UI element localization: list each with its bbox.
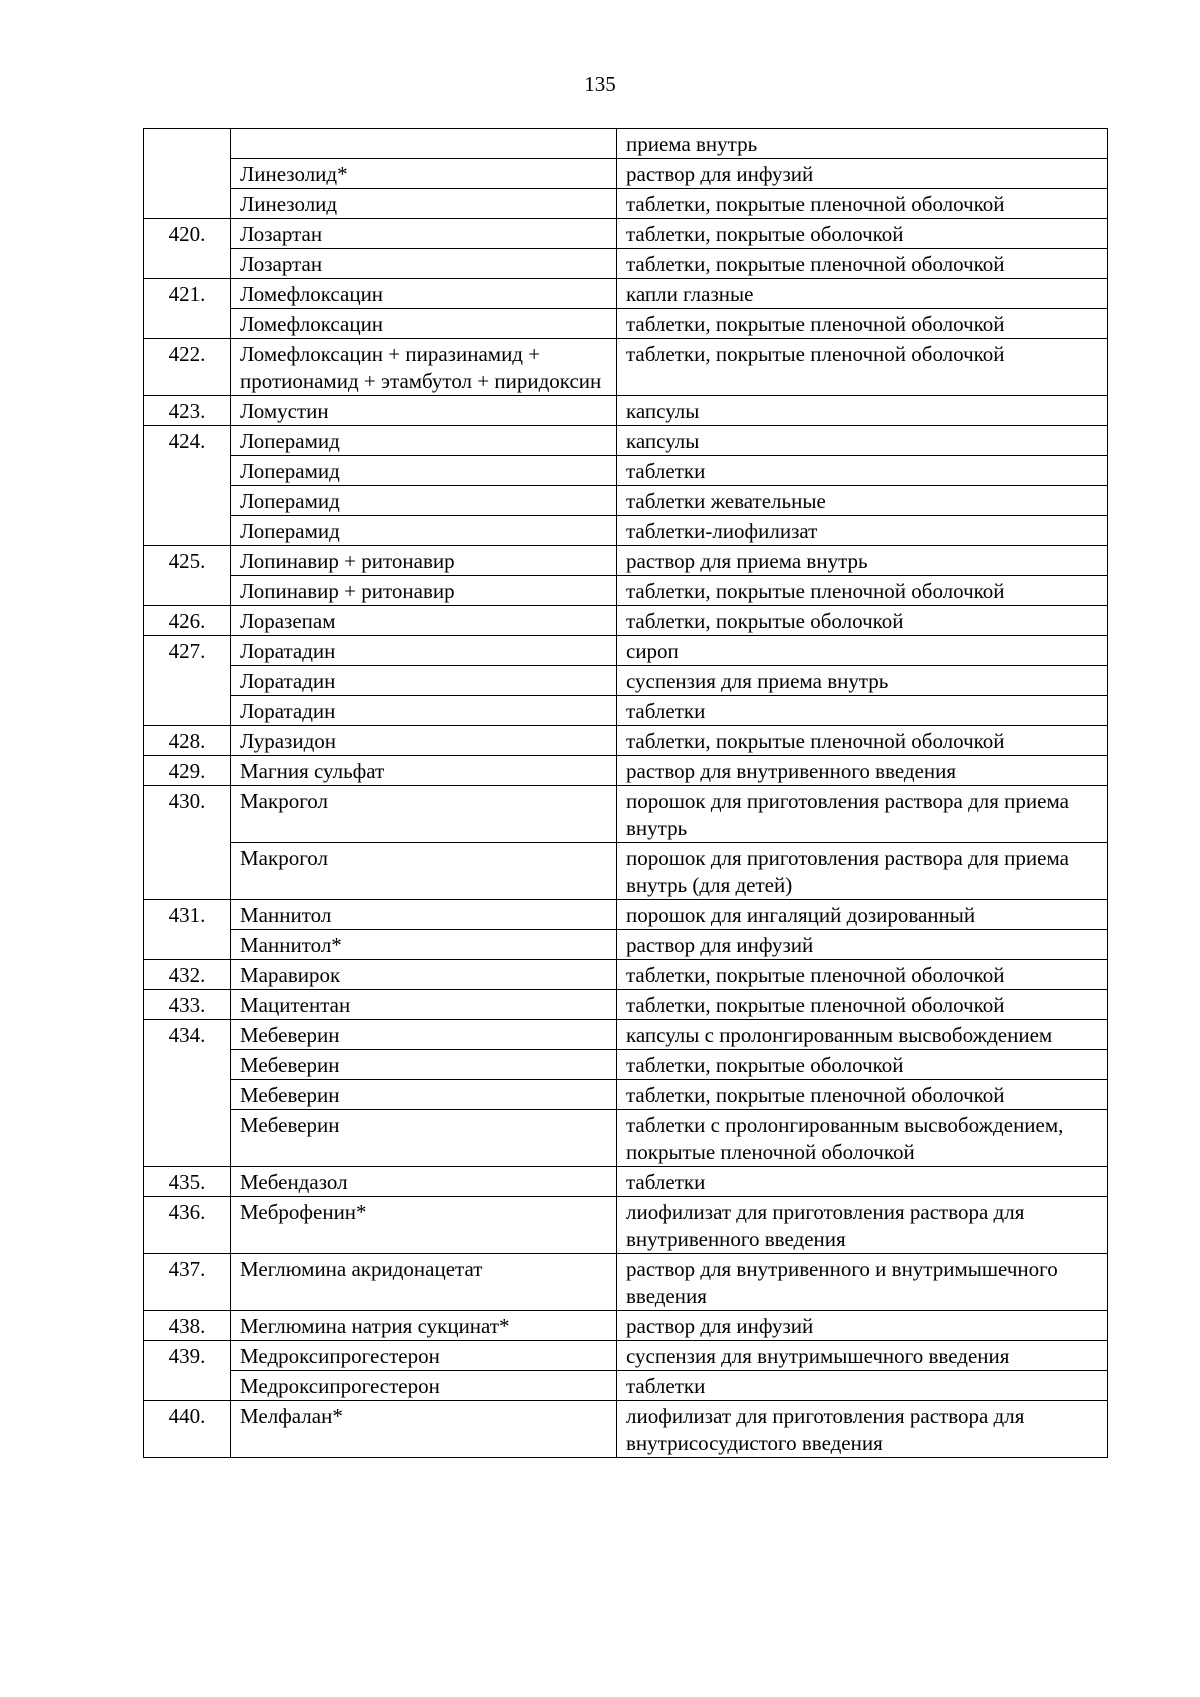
table-row xyxy=(144,129,1108,159)
dosage-form: таблетки, покрытые пленочной оболочкой xyxy=(617,576,1108,606)
table-row xyxy=(144,1167,1108,1197)
drug-name: Лозартан xyxy=(231,249,617,279)
drug-name: Лоперамид xyxy=(231,516,617,546)
row-number: 440. xyxy=(144,1401,231,1458)
table-row xyxy=(144,786,1108,843)
table-row xyxy=(144,309,1108,339)
drug-name: Лоратадин xyxy=(231,696,617,726)
table-row xyxy=(144,1401,1108,1458)
row-number: 429. xyxy=(144,756,231,786)
row-number: 431. xyxy=(144,900,231,960)
drug-name: Маннитол* xyxy=(231,930,617,960)
drug-name: Мелфалан* xyxy=(231,1401,617,1458)
drug-name: Мебеверин xyxy=(231,1080,617,1110)
row-number: 427. xyxy=(144,636,231,726)
drug-name: Меглюмина натрия сукцинат* xyxy=(231,1311,617,1341)
drug-name: Ломустин xyxy=(231,396,617,426)
drug-table-body xyxy=(144,129,1108,1458)
row-number: 426. xyxy=(144,606,231,636)
row-number: 423. xyxy=(144,396,231,426)
drug-name: Линезолид xyxy=(231,189,617,219)
table-row xyxy=(144,1020,1108,1050)
drug-name: Лоратадин xyxy=(231,636,617,666)
drug-name: Мебеверин xyxy=(231,1020,617,1050)
row-number: 421. xyxy=(144,279,231,339)
dosage-form: лиофилизат для приготовления раствора для внутривенного введения xyxy=(617,1197,1108,1254)
dosage-form: порошок для приготовления раствора для приема внутрь (для детей) xyxy=(617,843,1108,900)
table-row xyxy=(144,930,1108,960)
table-row xyxy=(144,1341,1108,1371)
table-row xyxy=(144,456,1108,486)
drug-name: Магния сульфат xyxy=(231,756,617,786)
row-number: 435. xyxy=(144,1167,231,1197)
dosage-form: таблетки, покрытые оболочкой xyxy=(617,606,1108,636)
drug-name: Линезолид* xyxy=(231,159,617,189)
drug-name: Лоратадин xyxy=(231,666,617,696)
dosage-form: капсулы xyxy=(617,396,1108,426)
dosage-form: лиофилизат для приготовления раствора для внутрисосудистого введения xyxy=(617,1401,1108,1458)
row-number: 424. xyxy=(144,426,231,546)
table-row xyxy=(144,726,1108,756)
drug-name: Лоперамид xyxy=(231,486,617,516)
drug-name: Меглюмина акридонацетат xyxy=(231,1254,617,1311)
dosage-form: таблетки, покрытые пленочной оболочкой xyxy=(617,726,1108,756)
drug-name: Лоперамид xyxy=(231,426,617,456)
drug-name: Мацитентан xyxy=(231,990,617,1020)
drug-name: Ломефлоксацин xyxy=(231,279,617,309)
dosage-form: сироп xyxy=(617,636,1108,666)
dosage-form: таблетки xyxy=(617,1167,1108,1197)
dosage-form: раствор для инфузий xyxy=(617,1311,1108,1341)
table-row xyxy=(144,576,1108,606)
table-row xyxy=(144,666,1108,696)
drug-name: Ломефлоксацин + пиразинамид + протионамид + этамбутол + пиридоксин xyxy=(231,339,617,396)
row-number: 436. xyxy=(144,1197,231,1254)
dosage-form: порошок для ингаляций дозированный xyxy=(617,900,1108,930)
drug-name: Лозартан xyxy=(231,219,617,249)
table-row xyxy=(144,219,1108,249)
dosage-form: раствор для внутривенного введения xyxy=(617,756,1108,786)
row-number: 434. xyxy=(144,1020,231,1167)
dosage-form: таблетки-лиофилизат xyxy=(617,516,1108,546)
row-number: 430. xyxy=(144,786,231,900)
dosage-form: раствор для инфузий xyxy=(617,159,1108,189)
table-row xyxy=(144,159,1108,189)
table-row xyxy=(144,1311,1108,1341)
table-row xyxy=(144,1080,1108,1110)
drug-name: Медроксипрогестерон xyxy=(231,1371,617,1401)
table-row xyxy=(144,1110,1108,1167)
page-number: 135 xyxy=(584,72,616,96)
table-row xyxy=(144,486,1108,516)
dosage-form: таблетки с пролонгированным высвобождением, покрытые пленочной оболочкой xyxy=(617,1110,1108,1167)
table-row xyxy=(144,516,1108,546)
drug-name xyxy=(231,129,617,159)
table-row xyxy=(144,1254,1108,1311)
drug-name: Макрогол xyxy=(231,843,617,900)
table-row xyxy=(144,900,1108,930)
row-number: 420. xyxy=(144,219,231,279)
drug-name: Меброфенин* xyxy=(231,1197,617,1254)
dosage-form: раствор для внутривенного и внутримышечного введения xyxy=(617,1254,1108,1311)
dosage-form: таблетки xyxy=(617,1371,1108,1401)
table-row xyxy=(144,426,1108,456)
row-number: 432. xyxy=(144,960,231,990)
row-number: 433. xyxy=(144,990,231,1020)
dosage-form: таблетки, покрытые пленочной оболочкой xyxy=(617,990,1108,1020)
table-row xyxy=(144,1371,1108,1401)
table-row xyxy=(144,756,1108,786)
drug-name: Мебеверин xyxy=(231,1110,617,1167)
row-number xyxy=(144,129,231,219)
dosage-form: таблетки, покрытые пленочной оболочкой xyxy=(617,249,1108,279)
drug-name: Мебендазол xyxy=(231,1167,617,1197)
dosage-form: таблетки, покрытые пленочной оболочкой xyxy=(617,189,1108,219)
dosage-form: капли глазные xyxy=(617,279,1108,309)
row-number: 438. xyxy=(144,1311,231,1341)
table-row xyxy=(144,1197,1108,1254)
table-row xyxy=(144,339,1108,396)
table-row xyxy=(144,396,1108,426)
table-row xyxy=(144,249,1108,279)
dosage-form: таблетки жевательные xyxy=(617,486,1108,516)
table-row xyxy=(144,990,1108,1020)
drug-name: Лопинавир + ритонавир xyxy=(231,576,617,606)
dosage-form: таблетки, покрытые пленочной оболочкой xyxy=(617,960,1108,990)
table-row xyxy=(144,279,1108,309)
drug-name: Маравирок xyxy=(231,960,617,990)
row-number: 428. xyxy=(144,726,231,756)
dosage-form: таблетки, покрытые пленочной оболочкой xyxy=(617,339,1108,396)
drug-name: Мебеверин xyxy=(231,1050,617,1080)
dosage-form: таблетки, покрытые оболочкой xyxy=(617,219,1108,249)
drug-name: Макрогол xyxy=(231,786,617,843)
table-row xyxy=(144,546,1108,576)
dosage-form: суспензия для приема внутрь xyxy=(617,666,1108,696)
drug-name: Лоперамид xyxy=(231,456,617,486)
dosage-form: таблетки, покрытые оболочкой xyxy=(617,1050,1108,1080)
drug-name: Лопинавир + ритонавир xyxy=(231,546,617,576)
drug-name: Медроксипрогестерон xyxy=(231,1341,617,1371)
table-row xyxy=(144,843,1108,900)
row-number: 422. xyxy=(144,339,231,396)
dosage-form: суспензия для внутримышечного введения xyxy=(617,1341,1108,1371)
dosage-form: порошок для приготовления раствора для приема внутрь xyxy=(617,786,1108,843)
row-number: 439. xyxy=(144,1341,231,1401)
drug-name: Маннитол xyxy=(231,900,617,930)
dosage-form: таблетки, покрытые пленочной оболочкой xyxy=(617,1080,1108,1110)
dosage-form: раствор для приема внутрь xyxy=(617,546,1108,576)
row-number: 437. xyxy=(144,1254,231,1311)
dosage-form: таблетки xyxy=(617,456,1108,486)
dosage-form: таблетки xyxy=(617,696,1108,726)
table-row xyxy=(144,636,1108,666)
dosage-form: капсулы xyxy=(617,426,1108,456)
row-number: 425. xyxy=(144,546,231,606)
table-row xyxy=(144,960,1108,990)
drug-name: Ломефлоксацин xyxy=(231,309,617,339)
dosage-form: таблетки, покрытые пленочной оболочкой xyxy=(617,309,1108,339)
table-row xyxy=(144,696,1108,726)
drug-name: Лоразепам xyxy=(231,606,617,636)
table-row xyxy=(144,1050,1108,1080)
drug-name: Луразидон xyxy=(231,726,617,756)
dosage-form: капсулы с пролонгированным высвобождением xyxy=(617,1020,1108,1050)
dosage-form: приема внутрь xyxy=(617,129,1108,159)
drug-table xyxy=(143,128,1108,1458)
table-row xyxy=(144,606,1108,636)
table-row xyxy=(144,189,1108,219)
dosage-form: раствор для инфузий xyxy=(617,930,1108,960)
